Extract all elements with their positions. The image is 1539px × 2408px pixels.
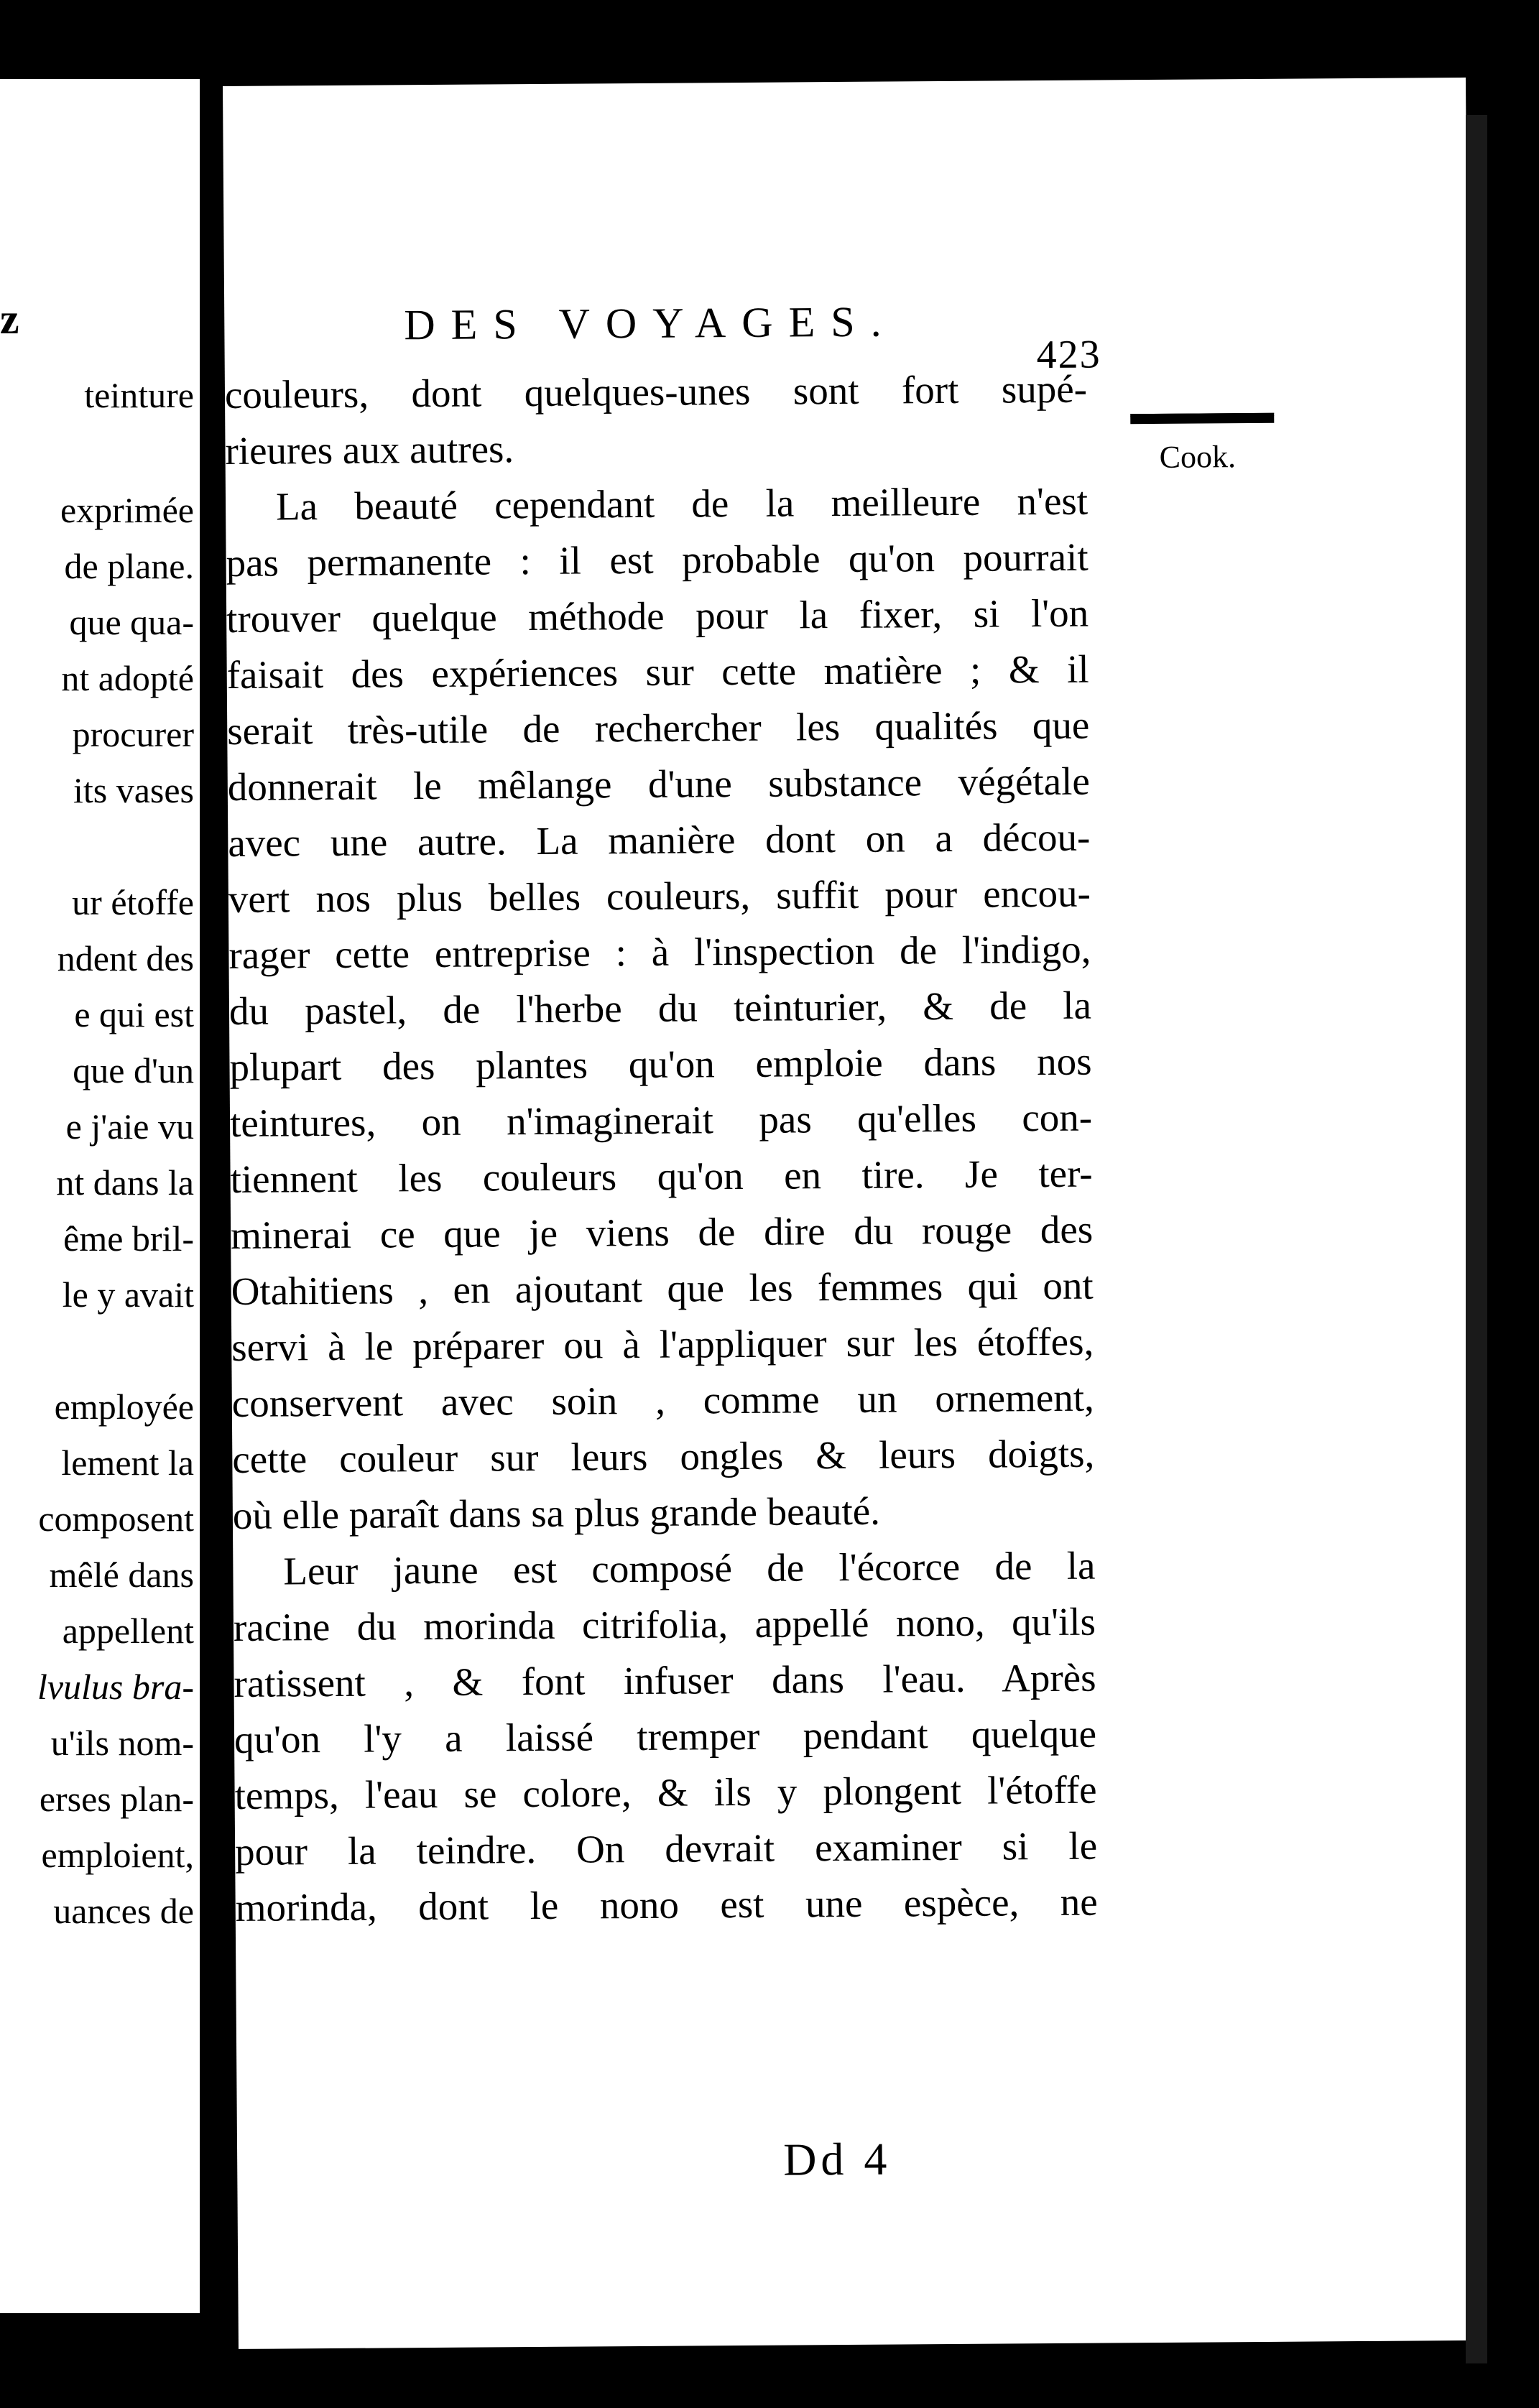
left-page-line: erses plan-	[39, 1779, 194, 1819]
right-page	[223, 78, 1482, 2349]
text-line: donnerait le mêlange d'une substance végétale	[227, 759, 1090, 809]
text-line: pour la teindre. On devrait examiner si le	[234, 1823, 1098, 1874]
text-line: servi à le préparer ou à l'appliquer sur les étoffes,	[231, 1319, 1094, 1369]
left-page-line: teinture	[84, 375, 194, 415]
left-page-line: le y avait	[62, 1274, 194, 1315]
running-head: DES VOYAGES.	[404, 297, 897, 349]
text-line: pas permanente : il est probable qu'on pourrait	[226, 534, 1089, 585]
text-line: avec une autre. La manière dont on a décou-	[228, 815, 1091, 865]
left-page-line: e j'aie vu	[65, 1106, 194, 1147]
left-page-line: appellent	[62, 1611, 194, 1651]
left-page-line: mêlé dans	[49, 1555, 194, 1595]
book-gutter	[200, 57, 221, 2328]
left-page-line: de plane.	[64, 546, 194, 586]
text-line: rieures aux autres.	[225, 427, 514, 473]
left-page-line: lvulus bra-	[37, 1667, 194, 1707]
left-page-line: lement la	[61, 1443, 194, 1483]
text-line: tiennent les couleurs qu'on en tire. Je ter-	[230, 1151, 1093, 1201]
left-page-line: nt adopté	[61, 658, 194, 698]
left-page-line: nt dans la	[56, 1162, 194, 1203]
signature-mark: Dd 4	[782, 2133, 892, 2185]
text-line: où elle paraît dans sa plus grande beauté.	[232, 1488, 881, 1537]
text-line: qu'on l'y a laissé tremper pendant quelque	[234, 1711, 1097, 1761]
left-page-line: ndent des	[57, 938, 194, 978]
text-line: morinda, dont le nono est une espèce, ne	[235, 1879, 1098, 1930]
text-line: rager cette entreprise : à l'inspection de l'indigo,	[228, 927, 1091, 977]
left-page-line: procurer	[72, 714, 194, 754]
left-page-line: e qui est	[74, 994, 194, 1034]
text-line: racine du morinda citrifolia, appellé nono, qu'ils	[233, 1599, 1096, 1649]
body-text	[224, 366, 1123, 1930]
left-page-line: employée	[54, 1386, 194, 1427]
text-line: plupart des plantes qu'on emploie dans nos	[229, 1039, 1092, 1089]
left-page-line: uances de	[53, 1891, 194, 1931]
left-page-line: its vases	[73, 770, 194, 810]
left-page-line: exprimée	[60, 490, 194, 530]
left-page-line: emploient,	[41, 1835, 194, 1875]
page-number: 423	[1036, 332, 1101, 378]
left-page-line: composent	[38, 1499, 194, 1539]
text-line: faisait des expériences sur cette matière ; & il	[226, 647, 1089, 697]
text-line: temps, l'eau se colore, & ils y plongent l'étoffe	[234, 1767, 1097, 1817]
text-line: La beauté cependant de la meilleure n'est	[275, 478, 1089, 529]
text-line: minerai ce que je viens de dire du rouge des	[230, 1207, 1094, 1257]
text-line: cette couleur sur leurs ongles & leurs doigts,	[232, 1431, 1095, 1481]
left-page-first-char: z	[0, 295, 19, 343]
left-page-line: u'ils nom-	[50, 1723, 194, 1763]
text-line: du pastel, de l'herbe du teinturier, & de la	[228, 983, 1092, 1033]
left-page-line: que d'un	[73, 1050, 194, 1090]
margin-rule	[1130, 413, 1274, 424]
left-page-line: que qua-	[69, 602, 194, 642]
text-line: serait très-utile de rechercher les qualités que	[227, 703, 1090, 753]
text-line: ratissent , & font infuser dans l'eau. Après	[234, 1655, 1096, 1705]
text-line: conservent avec soin , comme un ornement,	[231, 1375, 1094, 1425]
text-line: trouver quelque méthode pour la fixer, si l'on	[226, 591, 1089, 641]
text-line: Otahitiens , en ajoutant que les femmes qui ont	[231, 1263, 1094, 1313]
text-line: teintures, on n'imaginerait pas qu'elles con-	[229, 1095, 1093, 1145]
margin-sidenote: Cook.	[1159, 439, 1237, 475]
left-page-line: ême bril-	[63, 1218, 194, 1259]
text-line: Leur jaune est composé de l'écorce de la	[283, 1543, 1096, 1593]
text-line: vert nos plus belles couleurs, suffit pour encou-	[228, 871, 1091, 921]
left-page-line: ur étoffe	[72, 882, 194, 922]
left-page-fragment	[0, 79, 200, 2313]
page-edge	[1466, 115, 1487, 2363]
text-line: couleurs, dont quelques-unes sont fort supé-	[224, 366, 1088, 417]
